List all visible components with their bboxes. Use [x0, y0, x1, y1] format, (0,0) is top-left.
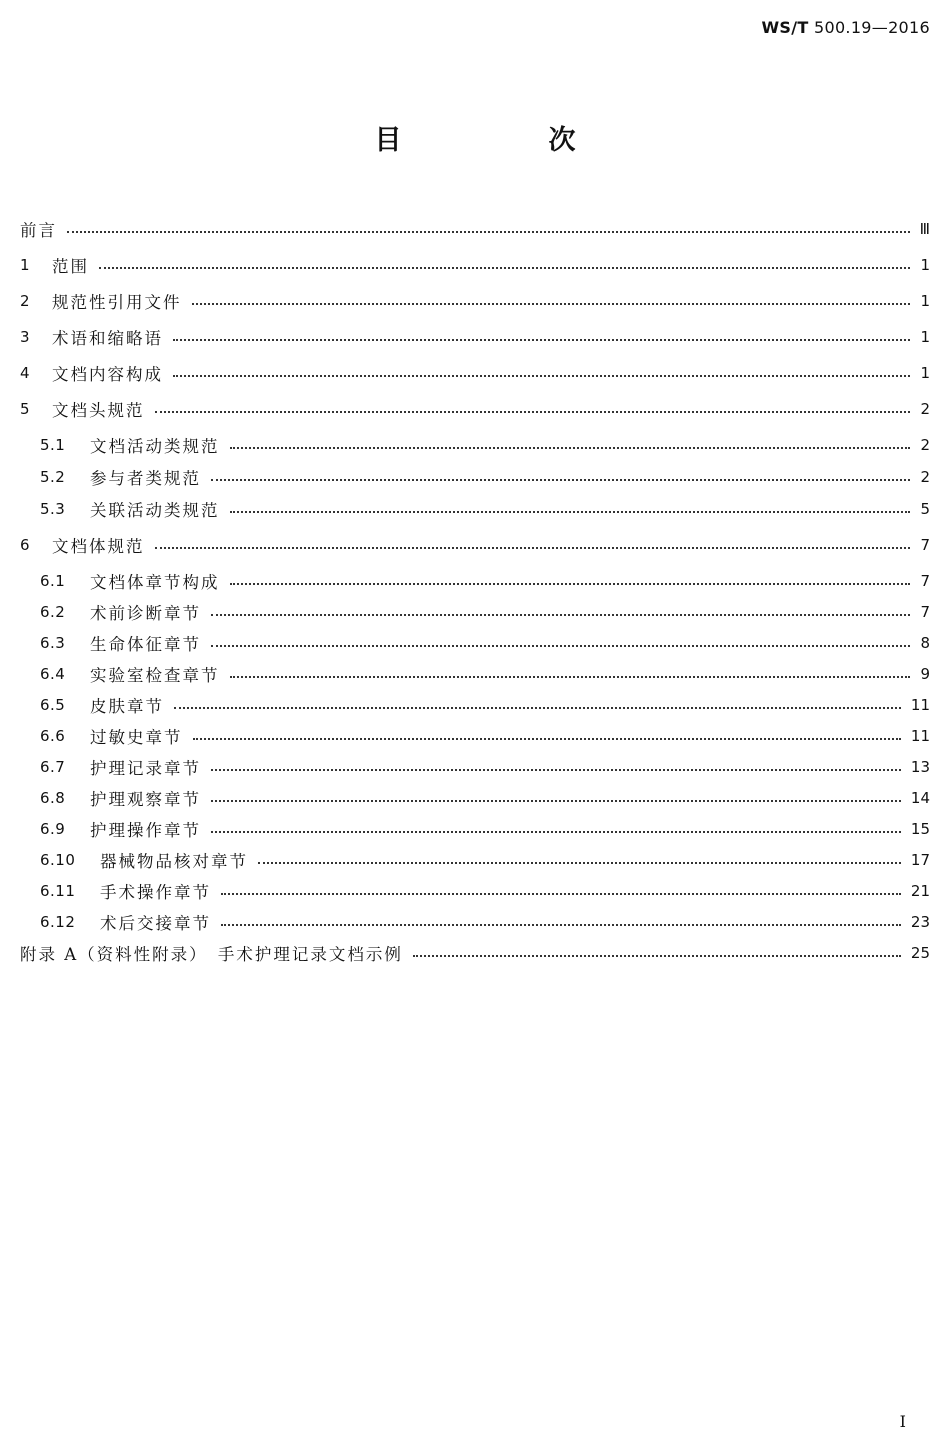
toc-entry-label: 关联活动类规范 [90, 501, 220, 520]
toc-entry-number: 6.9 [40, 820, 66, 838]
standard-code-prefix: WS/T [761, 18, 809, 37]
toc-entry-appendix-a[interactable] [20, 938, 930, 968]
toc-entry-number: 6.3 [40, 634, 66, 652]
toc-leader-dots [211, 769, 901, 771]
toc-entry-6-2[interactable] [40, 597, 930, 627]
toc-entry-number: 6.1 [40, 572, 66, 590]
toc-entry-label: 术后交接章节 [100, 914, 211, 933]
toc-entry-number: 6.4 [40, 665, 66, 683]
toc-entry-foreword[interactable] [20, 214, 930, 244]
toc-leader-dots [230, 676, 911, 678]
toc-leader-dots [155, 547, 911, 549]
toc-entry-5-3[interactable] [40, 494, 930, 524]
toc-leader-dots [67, 231, 910, 233]
toc-entry-page: 2 [920, 468, 930, 486]
toc-entry-label: 皮肤章节 [90, 697, 164, 716]
toc-leader-dots [413, 955, 901, 957]
toc-leader-dots [230, 511, 911, 513]
toc-entry-label: 文档活动类规范 [90, 437, 220, 456]
standard-code-number: 500.19—2016 [808, 18, 930, 37]
toc-entry-page: 5 [920, 500, 930, 518]
toc-entry-page: 1 [920, 256, 930, 274]
toc-entry-number: 6.10 [40, 851, 76, 869]
toc-entry-3[interactable] [20, 322, 930, 352]
toc-entry-label: 护理记录章节 [90, 759, 201, 778]
toc-entry-label: 文档体章节构成 [90, 573, 220, 592]
toc-leader-dots [258, 862, 901, 864]
page-number: I [899, 1412, 906, 1431]
toc-entry-page: 7 [920, 536, 930, 554]
toc-entry-number: 3 [20, 328, 31, 346]
toc-leader-dots [193, 738, 901, 740]
standard-code [761, 18, 930, 37]
toc-entry-2[interactable] [20, 286, 930, 316]
toc-entry-label: 过敏史章节 [90, 728, 183, 747]
toc-entry-number: 6.8 [40, 789, 66, 807]
toc-entry-label: 前言 [20, 221, 57, 240]
toc-entry-label: 术前诊断章节 [90, 604, 201, 623]
toc-entry-1[interactable] [20, 250, 930, 280]
toc-entry-6-9[interactable] [40, 814, 930, 844]
toc-leader-dots [221, 924, 901, 926]
toc-entry-label: 文档头规范 [52, 401, 145, 420]
toc-leader-dots [99, 267, 910, 269]
toc-leader-dots [211, 800, 901, 802]
toc-entry-number: 4 [20, 364, 31, 382]
toc-leader-dots [192, 303, 911, 305]
toc-entry-label: 实验室检查章节 [90, 666, 220, 685]
toc-entry-6-8[interactable] [40, 783, 930, 813]
toc-entry-page: 25 [910, 944, 930, 962]
toc-entry-page: 23 [910, 913, 930, 931]
toc-entry-number: 1 [20, 256, 31, 274]
toc-entry-number: 6.2 [40, 603, 66, 621]
toc-leader-dots [230, 447, 911, 449]
toc-entry-page: 13 [910, 758, 930, 776]
toc-leader-dots [173, 339, 910, 341]
toc-entry-6-6[interactable] [40, 721, 930, 751]
toc-entry-5-1[interactable] [40, 430, 930, 460]
toc-entry-page: Ⅲ [919, 220, 930, 238]
toc-entry-label: 范围 [52, 257, 89, 276]
toc-entry-5[interactable] [20, 394, 930, 424]
toc-entry-number: 5.2 [40, 468, 66, 486]
toc-entry-label: 术语和缩略语 [52, 329, 163, 348]
toc-entry-label: 护理操作章节 [90, 821, 201, 840]
toc-entry-number: 6.6 [40, 727, 66, 745]
toc-entry-number: 6.12 [40, 913, 76, 931]
toc-leader-dots [230, 583, 911, 585]
toc-entry-page: 7 [920, 603, 930, 621]
toc-entry-6[interactable] [20, 530, 930, 560]
toc-entry-page: 11 [910, 727, 930, 745]
toc-entry-page: 14 [910, 789, 930, 807]
toc-entry-6-1[interactable] [40, 566, 930, 596]
toc-entry-number: 6.5 [40, 696, 66, 714]
toc-leader-dots [211, 479, 910, 481]
toc-entry-label: 器械物品核对章节 [100, 852, 248, 871]
toc-leader-dots [174, 707, 901, 709]
toc-entry-6-7[interactable] [40, 752, 930, 782]
toc-entry-number: 6 [20, 536, 31, 554]
toc-leader-dots [211, 831, 901, 833]
toc-entry-number: 5 [20, 400, 31, 418]
toc-entry-number: 2 [20, 292, 31, 310]
toc-entry-6-12[interactable] [40, 907, 930, 937]
toc-entry-label: 文档体规范 [52, 537, 145, 556]
toc-entry-label: 参与者类规范 [90, 469, 201, 488]
toc-entry-6-4[interactable] [40, 659, 930, 689]
toc-entry-page: 2 [920, 400, 930, 418]
toc-entry-number: 5.3 [40, 500, 66, 518]
toc-entry-page: 1 [920, 292, 930, 310]
toc-entry-number: 6.11 [40, 882, 76, 900]
toc-entry-number: 6.7 [40, 758, 66, 776]
page-title: 目 次 [374, 125, 636, 156]
toc-entry-page: 17 [910, 851, 930, 869]
toc-entry-6-11[interactable] [40, 876, 930, 906]
toc-entry-number: 5.1 [40, 436, 66, 454]
toc-entry-page: 1 [920, 328, 930, 346]
toc-entry-label: 规范性引用文件 [52, 293, 182, 312]
toc-entry-6-3[interactable] [40, 628, 930, 658]
toc-entry-6-5[interactable] [40, 690, 930, 720]
toc-entry-label: 手术操作章节 [100, 883, 211, 902]
toc-entry-label: 生命体征章节 [90, 635, 201, 654]
toc-leader-dots [211, 614, 910, 616]
toc-entry-label: 文档内容构成 [52, 365, 163, 384]
toc-entry-page: 9 [920, 665, 930, 683]
toc-entry-4[interactable] [20, 358, 930, 388]
toc-entry-page: 15 [910, 820, 930, 838]
toc-leader-dots [211, 645, 910, 647]
toc-leader-dots [173, 375, 910, 377]
toc-entry-page: 7 [920, 572, 930, 590]
toc-entry-label: 护理观察章节 [90, 790, 201, 809]
toc-entry-6-10[interactable] [40, 845, 930, 875]
toc-entry-5-2[interactable] [40, 462, 930, 492]
toc-leader-dots [221, 893, 901, 895]
toc-leader-dots [155, 411, 911, 413]
toc-entry-page: 21 [910, 882, 930, 900]
toc-entry-label: 附录 A（资料性附录） 手术护理记录文档示例 [20, 945, 403, 964]
toc-entry-page: 11 [910, 696, 930, 714]
toc-entry-page: 1 [920, 364, 930, 382]
toc-entry-page: 8 [920, 634, 930, 652]
toc-entry-page: 2 [920, 436, 930, 454]
